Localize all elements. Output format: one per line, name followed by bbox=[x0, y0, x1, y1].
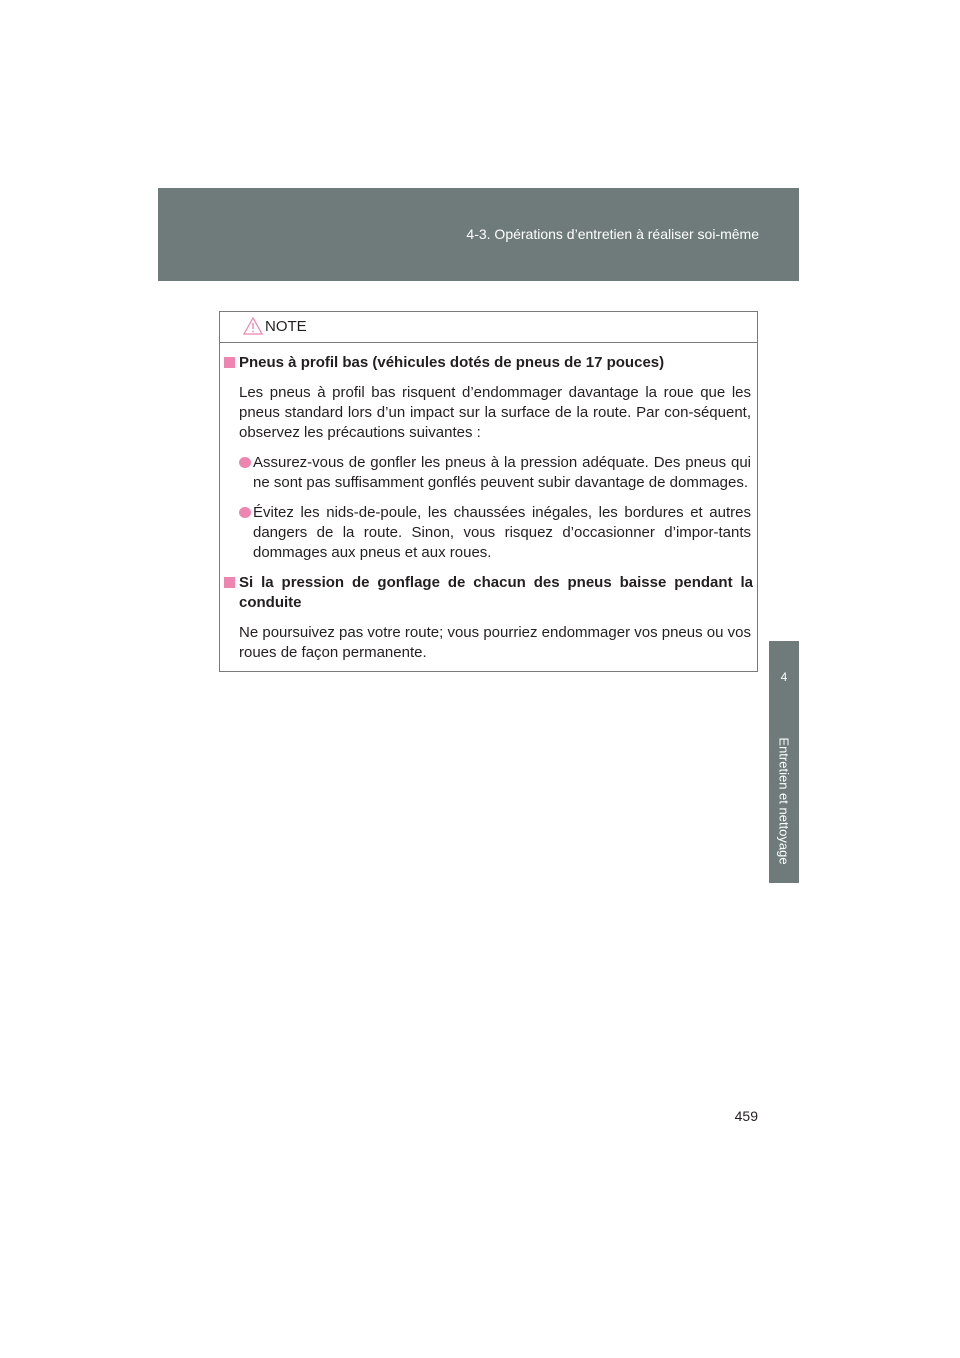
note-box bbox=[219, 311, 758, 672]
section-heading-text: Pneus à profil bas (véhicules dotés de pneus de 17 pouces) bbox=[239, 354, 665, 371]
section-header-band bbox=[158, 188, 799, 281]
square-bullet-icon bbox=[224, 577, 235, 588]
section-heading-text: Si la pression de gonflage de chacun des pneus baisse pendant la conduite bbox=[239, 574, 753, 611]
page-number: 459 bbox=[734, 1108, 758, 1124]
note-body bbox=[220, 343, 757, 663]
section-heading bbox=[224, 353, 753, 373]
chapter-side-tab bbox=[769, 641, 799, 883]
list-item bbox=[239, 503, 751, 563]
chapter-number: 4 bbox=[780, 670, 788, 684]
list-item bbox=[239, 453, 751, 493]
list-item-text: Évitez les nids-de-poule, les chaussées inégales, les bordures et autres dangers de la route. Sinon, vous risquez d’occasionner d’impor-tants dommages aux pneus et aux roues. bbox=[253, 504, 751, 561]
warning-triangle-icon bbox=[243, 317, 263, 335]
note-header bbox=[220, 312, 757, 343]
section-paragraph: Ne poursuivez pas votre route; vous pourriez endommager vos pneus ou vos roues de façon permanente. bbox=[239, 624, 751, 661]
list-item-text: Assurez-vous de gonfler les pneus à la pression adéquate. Des pneus qui ne sont pas suffisamment gonflés peuvent subir davantage de dommages. bbox=[253, 454, 751, 491]
section-paragraph: Les pneus à profil bas risquent d’endommager davantage la roue que les pneus standard lors d’un impact sur la surface de la route. Par con-séquent, observez les précautions suivantes : bbox=[239, 384, 751, 441]
round-bullet-icon bbox=[239, 457, 251, 468]
note-title: NOTE bbox=[265, 318, 307, 335]
square-bullet-icon bbox=[224, 357, 235, 368]
chapter-label: Entretien et nettoyage bbox=[776, 737, 792, 865]
section-heading bbox=[224, 573, 753, 613]
section-title: 4-3. Opérations d’entretien à réaliser soi-même bbox=[466, 226, 759, 242]
round-bullet-icon bbox=[239, 507, 251, 518]
